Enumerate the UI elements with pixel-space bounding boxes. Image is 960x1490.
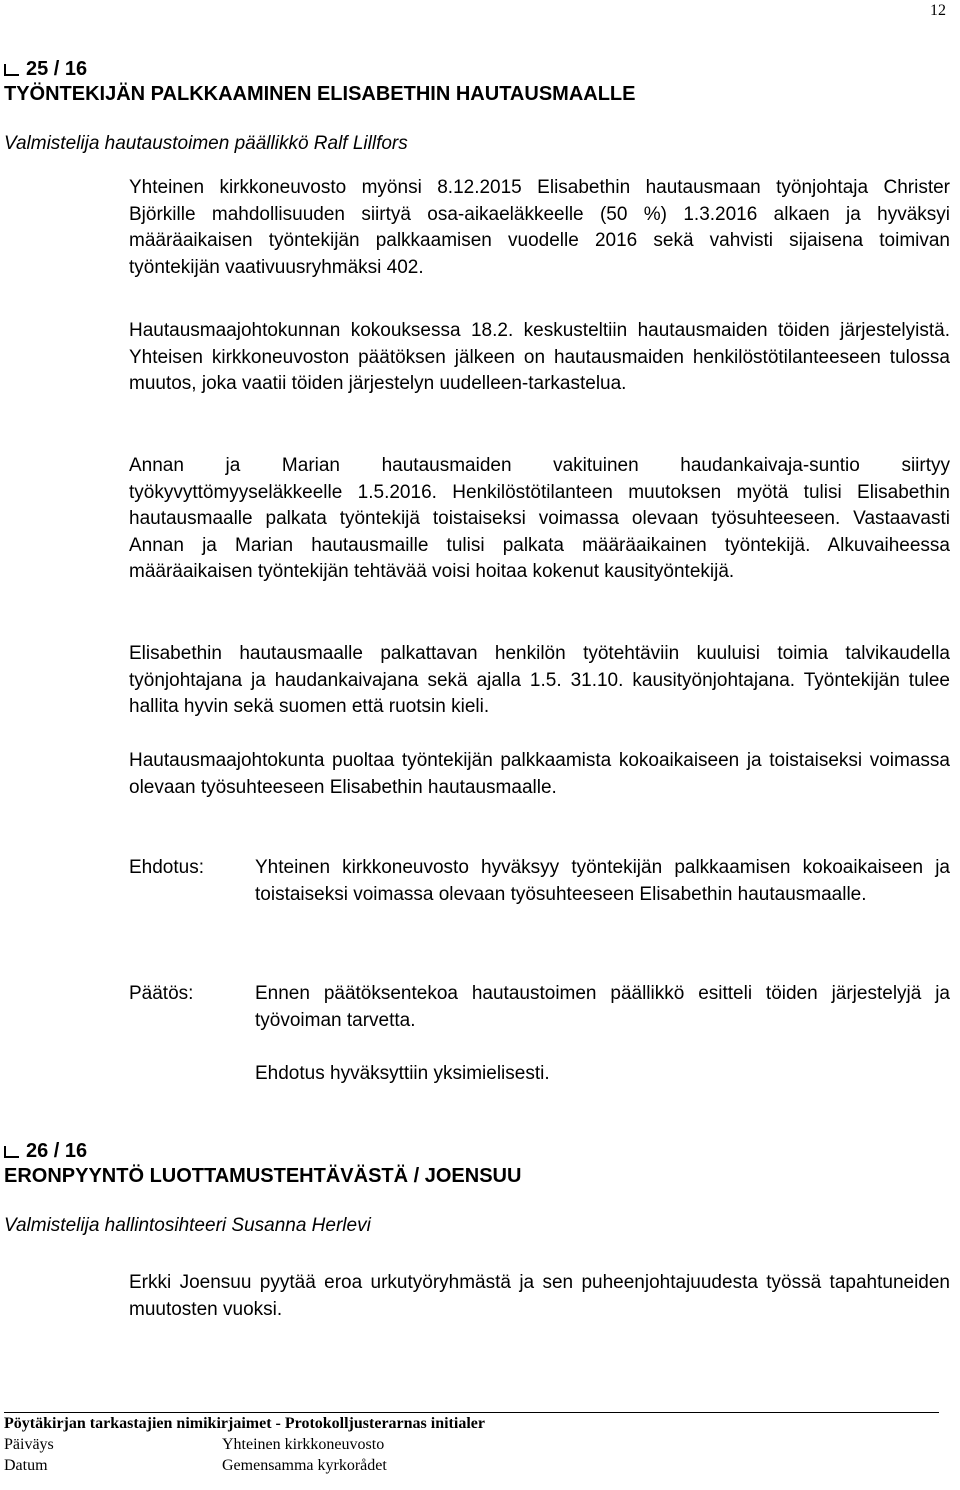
page-footer [4, 1412, 939, 1476]
section-heading [4, 56, 950, 107]
paragraph: Hautausmaajohtokunta puoltaa työntekijän palkkaamista kokoaikaiseen ja toistaiseksi voimassa olevaan työsuhteeseen Elisabethin hautausmaalle. [129, 750, 950, 798]
section-25-16-body [4, 175, 950, 300]
paragraph: Annan ja Marian hautausmaiden vakituinen haudankaivaja-suntio siirtyy työkyvyttömyyseläkkeelle 1.5.2016. Henkilöstötilanteen muutoksen myötä tulisi Elisabethin hautausmaalle palkata työntekijä toistaiseksi voimassa olevaan työsuhteeseen. Vastaavasti Annan ja Marian hautausmaille tulisi palkata määräaikainen työntekijä. Alkuvaiheessa määräaikaisen työntekijän tehtävää voisi hoitaa kokenut kausityöntekijä. [129, 455, 950, 582]
page-number: 12 [930, 2, 946, 19]
section-25-16-body [4, 748, 950, 820]
section-26-16-body [4, 1270, 950, 1342]
decision [4, 981, 950, 1034]
section-25-16-body [4, 641, 950, 740]
section-25-16-body [4, 453, 950, 605]
section-marker [4, 1146, 19, 1158]
proposal [4, 855, 950, 908]
footer-title: Pöytäkirjan tarkastajien nimikirjaimet - Protokolljusterarnas initialer [4, 1415, 485, 1432]
preparer-line: Valmistelija hautaustoimen päällikkö Ralf Lillfors [4, 133, 408, 154]
paragraph: Yhteinen kirkkoneuvosto myönsi 8.12.2015 Elisabethin hautausmaan työnjohtaja Christer Björkille mahdollisuuden siirtyä osa-aikaeläkkeelle (50 %) 1.3.2016 alkaen ja hyväksyi määräaikaisen työntekijän palkkaamisen vuodelle 2016 sekä vahvisti sijaisena toimivan työntekijän vaativuusryhmäksi 402. [129, 177, 950, 278]
decision-note: Ehdotus hyväksyttiin yksimielisesti. [255, 1063, 550, 1084]
paragraph: Hautausmaajohtokunnan kokouksessa 18.2. keskusteltiin hautausmaiden töiden järjestelyistä. Yhteisen kirkkoneuvoston päätöksen jälkeen on hautausmaiden henkilöstötilanteeseen tulossa muutos, joka vaatii töiden järjestelyn uudelleen-tarkastelua. [129, 320, 950, 394]
footer-date-label-sv: Datum [4, 1457, 48, 1474]
preparer-line: Valmistelija hallintosihteeri Susanna Herlevi [4, 1215, 371, 1236]
footer-row [4, 1455, 939, 1476]
footer-row [4, 1434, 939, 1455]
decision-label: Päätös: [129, 983, 194, 1004]
section-marker [4, 64, 19, 76]
section-title: TYÖNTEKIJÄN PALKKAAMINEN ELISABETHIN HAUTAUSMAALLE [4, 83, 636, 105]
section-26-16 [4, 1138, 950, 1239]
section-title: ERONPYYNTÖ LUOTTAMUSTEHTÄVÄSTÄ / JOENSUU [4, 1165, 522, 1187]
footer-date-label: Päiväys [4, 1436, 54, 1453]
section-number: 25 / 16 [26, 58, 88, 80]
proposal-label: Ehdotus: [129, 857, 204, 878]
footer-body-name-sv: Gemensamma kyrkorådet [222, 1457, 387, 1474]
decision-text: Ennen päätöksentekoa hautaustoimen päällikkö esitteli töiden järjestelyjä ja työvoiman tarvetta. [255, 983, 950, 1031]
section-number: 26 / 16 [26, 1140, 88, 1162]
paragraph: Erkki Joensuu pyytää eroa urkutyöryhmästä ja sen puheenjohtajuudesta työssä tapahtuneiden muutosten vuoksi. [129, 1272, 950, 1320]
decision-note-wrap [4, 1061, 950, 1088]
paragraph: Elisabethin hautausmaalle palkattavan henkilön työtehtäviin kuuluisi toimia talvikaudella työnjohtajana ja haudankaivajana sekä ajalla 1.5. 31.10. kausityönjohtajana. Työntekijän tulee hallita hyvin sekä suomen että ruotsin kieli. [129, 643, 950, 717]
proposal-text: Yhteinen kirkkoneuvosto hyväksyy työntekijän palkkaamisen kokoaikaiseen ja toistaiseksi voimassa olevaan työsuhteeseen Elisabethin hautausmaalle. [255, 857, 950, 905]
section-25-16-body [4, 318, 950, 417]
footer-body-name: Yhteinen kirkkoneuvosto [222, 1436, 385, 1453]
section-heading [4, 1138, 950, 1189]
section-25-16 [4, 56, 950, 157]
